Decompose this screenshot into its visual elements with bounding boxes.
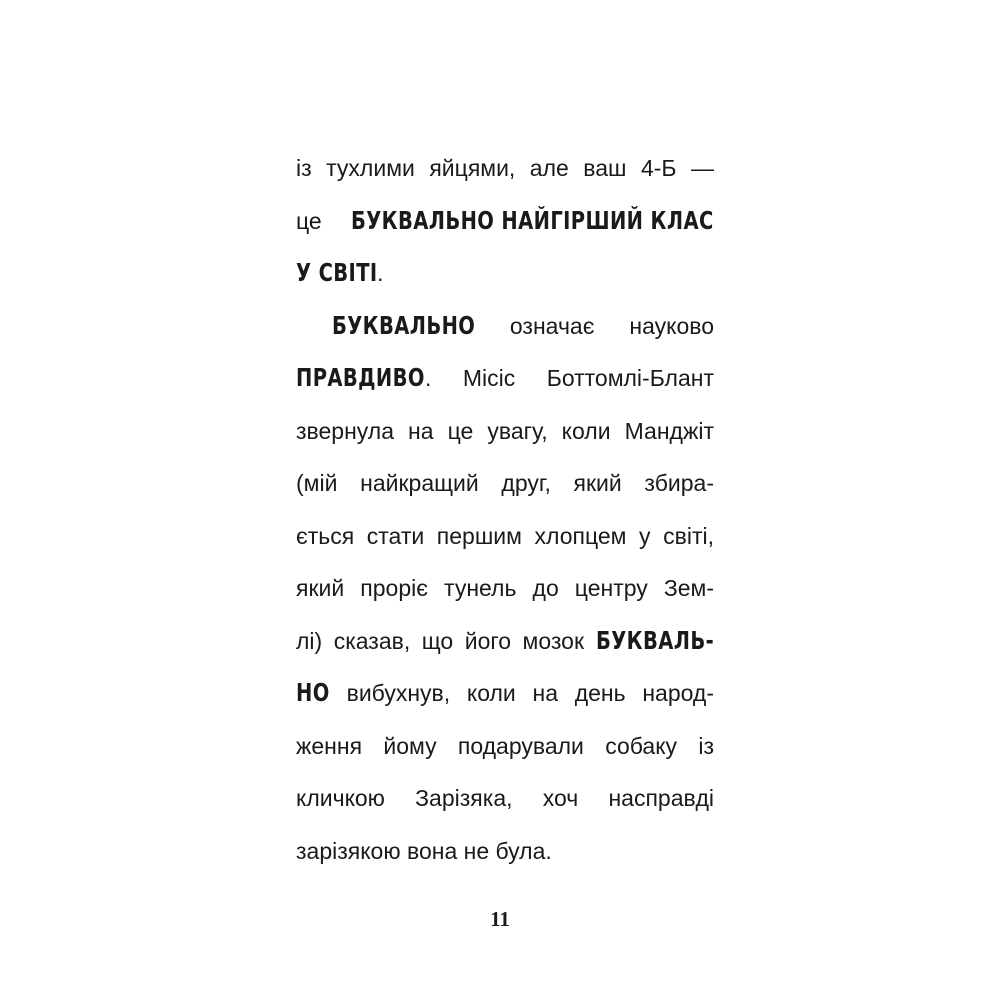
emphasized-text: НО — [296, 678, 330, 707]
text-line — [296, 201, 714, 254]
text-fragment: це — [296, 207, 352, 234]
text-fragment: ється стати першим хлопцем у світі, — [296, 522, 714, 549]
emphasized-text: ПРАВДИВО — [296, 363, 425, 392]
text-fragment: звернула на це увагу, коли Манджіт — [296, 417, 714, 444]
text-fragment: вибухнув, коли на день народ- — [329, 680, 714, 706]
page-number: 11 — [490, 907, 510, 931]
text-fragment: . Місіс Боттомлі-Блант — [424, 365, 714, 391]
text-line — [296, 831, 714, 884]
text-fragment: означає науково — [474, 312, 714, 339]
text-line — [296, 411, 714, 464]
emphasized-text: БУКВАЛЬНО — [332, 310, 476, 340]
emphasized-text: У СВІТІ — [296, 258, 378, 287]
text-line — [296, 463, 714, 516]
body-text — [296, 148, 714, 883]
emphasized-text: БУКВАЛЬ- — [595, 625, 714, 655]
text-line — [296, 673, 714, 726]
text-fragment: який проріє тунель до центру Зем- — [296, 575, 714, 601]
text-fragment: ження йому подарували собаку із — [296, 732, 714, 759]
text-fragment: . — [377, 260, 384, 286]
text-fragment: зарізякою вона не була. — [296, 837, 552, 864]
text-line — [296, 726, 714, 779]
text-fragment: лі) сказав, що його мозок — [296, 627, 596, 654]
text-line — [296, 358, 714, 411]
text-fragment: (мій найкращий друг, який збира- — [296, 470, 714, 496]
text-line — [296, 778, 714, 831]
text-fragment: кличкою Зарізяка, хоч насправді — [296, 785, 714, 811]
text-line — [296, 253, 714, 306]
text-line — [296, 148, 714, 201]
text-line — [296, 621, 714, 674]
text-line — [296, 568, 714, 621]
text-fragment: із тухлими яйцями, але ваш 4-Б — — [296, 155, 714, 181]
text-line — [296, 516, 714, 569]
emphasized-text: БУКВАЛЬНО НАЙГІРШИЙ КЛАС — [351, 205, 715, 235]
text-line — [296, 306, 714, 359]
